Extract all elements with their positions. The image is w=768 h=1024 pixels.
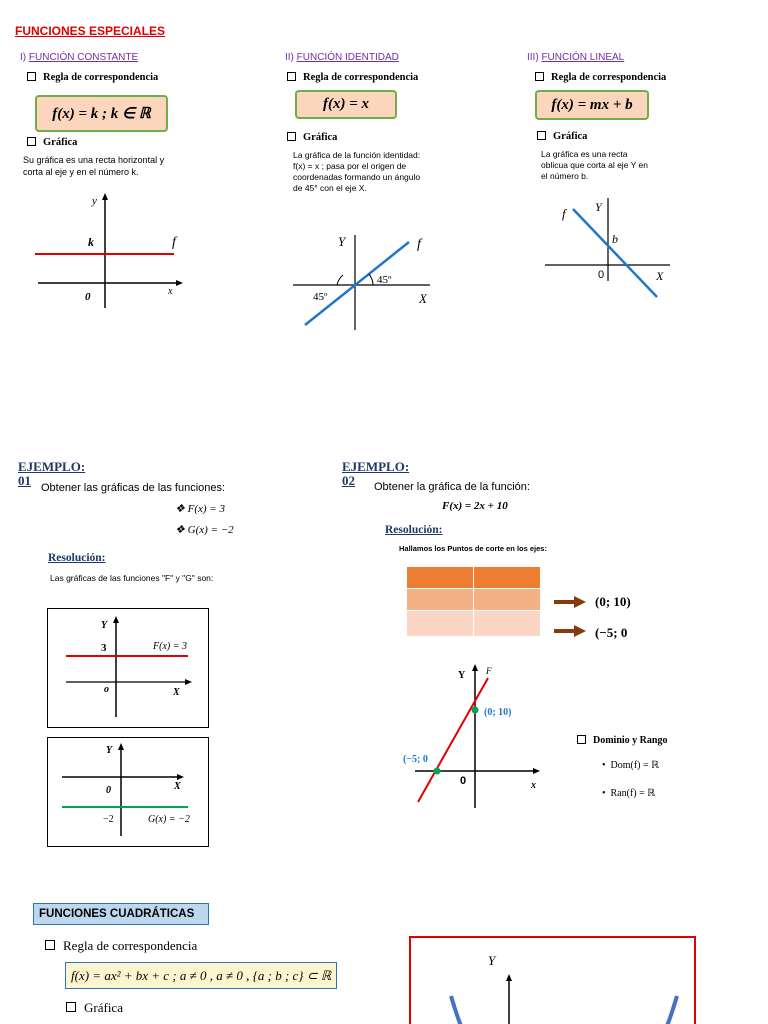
graph-frame [410,937,695,1024]
section-title-constante [20,52,138,63]
arrow-icon [113,616,119,623]
table-cell [407,589,474,611]
bullet-icon: • [602,760,611,771]
table-row [407,611,541,637]
value-label: 3 [101,642,107,654]
points-table-grid [406,566,541,637]
angle-label-right: 45º [377,274,392,286]
identity-line [305,242,409,325]
points-table [406,566,541,637]
graph-identidad [285,220,445,332]
section-name: FUNCIÓN LINEAL [541,52,625,63]
checkbox-icon [66,1002,76,1012]
table-row [407,589,541,611]
line-G-label: G(x) = −2 [148,814,190,825]
angle-arc [369,274,373,285]
section-description: Su gráfica es una recta horizontal y corta al eje y en el número k. [23,155,165,177]
section-number: II) [285,52,297,63]
range-text [602,788,655,799]
angle-arc [337,275,343,285]
origin-label: 0 [598,269,605,281]
bullet-icon: • [602,788,611,799]
table-row [407,567,541,589]
checkbox-icon [287,132,296,141]
domain-range-text: Dominio y Rango [593,735,668,746]
checkbox-icon [45,940,55,950]
graph-label [537,131,587,142]
rule-label [535,72,666,83]
parabola-right [667,996,677,1024]
section-number: I) [20,52,29,63]
quadratic-rule-label [45,938,197,954]
example1-function-1 [175,502,225,515]
arrow-icon [176,280,183,286]
example1-resolution-label: Resolución: [48,552,106,564]
arrows [552,593,592,637]
graph-F [47,608,209,728]
arrow-right-icon [574,625,586,637]
checkbox-icon [27,72,36,81]
checkbox-icon [27,137,36,146]
formula-box: f(x) = x [295,90,397,119]
section-name: FUNCIÓN IDENTIDAD [296,52,399,63]
quadratic-graph-label [66,1000,123,1016]
y-intercept-label: (0; 10) [484,707,512,718]
rule-label-text: Regla de correspondencia [43,72,159,83]
b-label: b [612,232,618,246]
y-axis-label: y [92,195,97,207]
graph-label [287,132,337,143]
arrow-icon [506,974,512,981]
f-label: f [417,237,421,252]
example2-statement: Obtener la gráfica de la función: [374,481,530,493]
example1-statement: Obtener las gráficas de las funciones: [41,482,226,494]
graph-label [27,137,77,148]
arrow-icon [102,193,108,200]
graph-label-text: Gráfica [553,131,588,142]
line-F2 [418,678,488,802]
table-cell [407,567,474,589]
arrow-icon [472,664,478,671]
checkbox-icon [577,735,586,744]
graph-G [47,737,209,847]
graph-lineal [540,193,680,303]
graph-label-text: Gráfica [84,1000,123,1015]
example-number: 02 [342,473,355,488]
example1-resolution-text: Las gráficas de las funciones "F" y "G" son: [50,573,214,583]
diamond-bullet-icon: ❖ [175,524,188,536]
formula-box: f(x) = k ; k ∈ ℝ [35,95,168,132]
origin-label: 0 [85,291,91,303]
section-description: La gráfica de la función identidad: f(x) = x ; pasa por el origen de coordenadas formando un ángulo de 45° con el eje X. [293,150,421,193]
graph-F2 [398,660,548,810]
graph-constante [30,190,190,315]
checkbox-icon [287,72,296,81]
formula-box: f(x) = mx + b [535,90,649,120]
origin-label: o [104,684,109,695]
example2-resolution-label: Resolución: [385,524,443,536]
quadratic-graph [409,936,696,1024]
angle-label-left: 45º [313,291,328,303]
rule-label-text: Regla de correspondencia [63,938,198,953]
origin-label: 0 [460,775,467,787]
point-marker [434,768,441,775]
table-cell [407,611,474,637]
function-text: G(x) = −2 [187,524,234,536]
f-label: f [172,235,176,250]
k-label: k [88,235,94,249]
table-cell [474,611,541,637]
arrow-icon [533,768,540,774]
arrow-right-icon [574,596,586,608]
section-name: FUNCIÓN CONSTANTE [28,52,139,63]
domain-text [602,760,659,771]
section-title-lineal [527,52,624,63]
x-axis-label: X [173,687,180,698]
domain-range-label [577,735,667,746]
quadratic-title: FUNCIONES CUADRÁTICAS [33,903,209,925]
table-cell [474,567,541,589]
example1-function-2 [175,523,234,536]
table-cell [474,589,541,611]
point-x-intercept: (−5; 0 [595,625,628,640]
checkbox-icon [535,72,544,81]
arrow-icon [185,679,192,685]
checkbox-icon [537,131,546,140]
section-number: III) [527,52,542,63]
y-axis-label: Y [338,234,346,249]
x-axis-label: X [174,781,181,792]
point-y-intercept: (0; 10) [595,594,631,609]
rule-label [27,72,158,83]
line-F2-label: F [486,666,492,676]
x-axis-label: X [656,269,664,283]
section-description: La gráfica es una recta oblicua que corta al eje Y en el número b. [541,149,648,181]
origin-label: 0 [106,785,111,796]
function-text: F(x) = 3 [187,503,225,515]
point-marker [472,707,479,714]
y-axis-label: Y [101,620,108,631]
x-axis-label: x [168,286,173,297]
rule-label-text: Regla de correspondencia [303,72,419,83]
rule-label-text: Regla de correspondencia [551,72,667,83]
example-number: 01 [18,473,31,488]
parabola-left [451,996,461,1024]
example-label: EJEMPLO: [342,459,410,474]
example-label: EJEMPLO: [18,459,86,474]
graph-label-text: Gráfica [303,132,338,143]
x-axis-label: x [531,780,536,791]
diamond-bullet-icon: ❖ [175,503,188,515]
value-label: −2 [103,814,114,825]
x-intercept-label: (−5; 0 [403,754,428,765]
arrow-icon [118,743,124,750]
page-title: FUNCIONES ESPECIALES [15,24,166,38]
example2-resolution-text: Hallamos los Puntos de corte en los ejes: [399,544,547,553]
range-value: Ran(f) = ℝ [610,788,656,799]
rule-label [287,72,418,83]
quadratic-formula: f(x) = ax² + bx + c ; a ≠ 0 , a ≠ 0 , {a ; b ; c} ⊂ ℝ [65,962,337,989]
f-label: f [562,206,566,221]
y-axis-label: Y [106,745,113,756]
line-F-label: F(x) = 3 [153,641,187,652]
linear-line [573,209,657,297]
graph-label-text: Gráfica [43,137,78,148]
y-axis-label: Y [595,200,602,214]
arrow-icon [177,774,184,780]
y-axis-label: Y [488,953,496,968]
section-title-identidad [285,52,399,63]
y-axis-label: Y [458,670,466,681]
domain-value: Dom(f) = ℝ [610,760,660,771]
x-axis-label: X [419,291,427,306]
example2-function: F(x) = 2x + 10 [442,500,508,512]
